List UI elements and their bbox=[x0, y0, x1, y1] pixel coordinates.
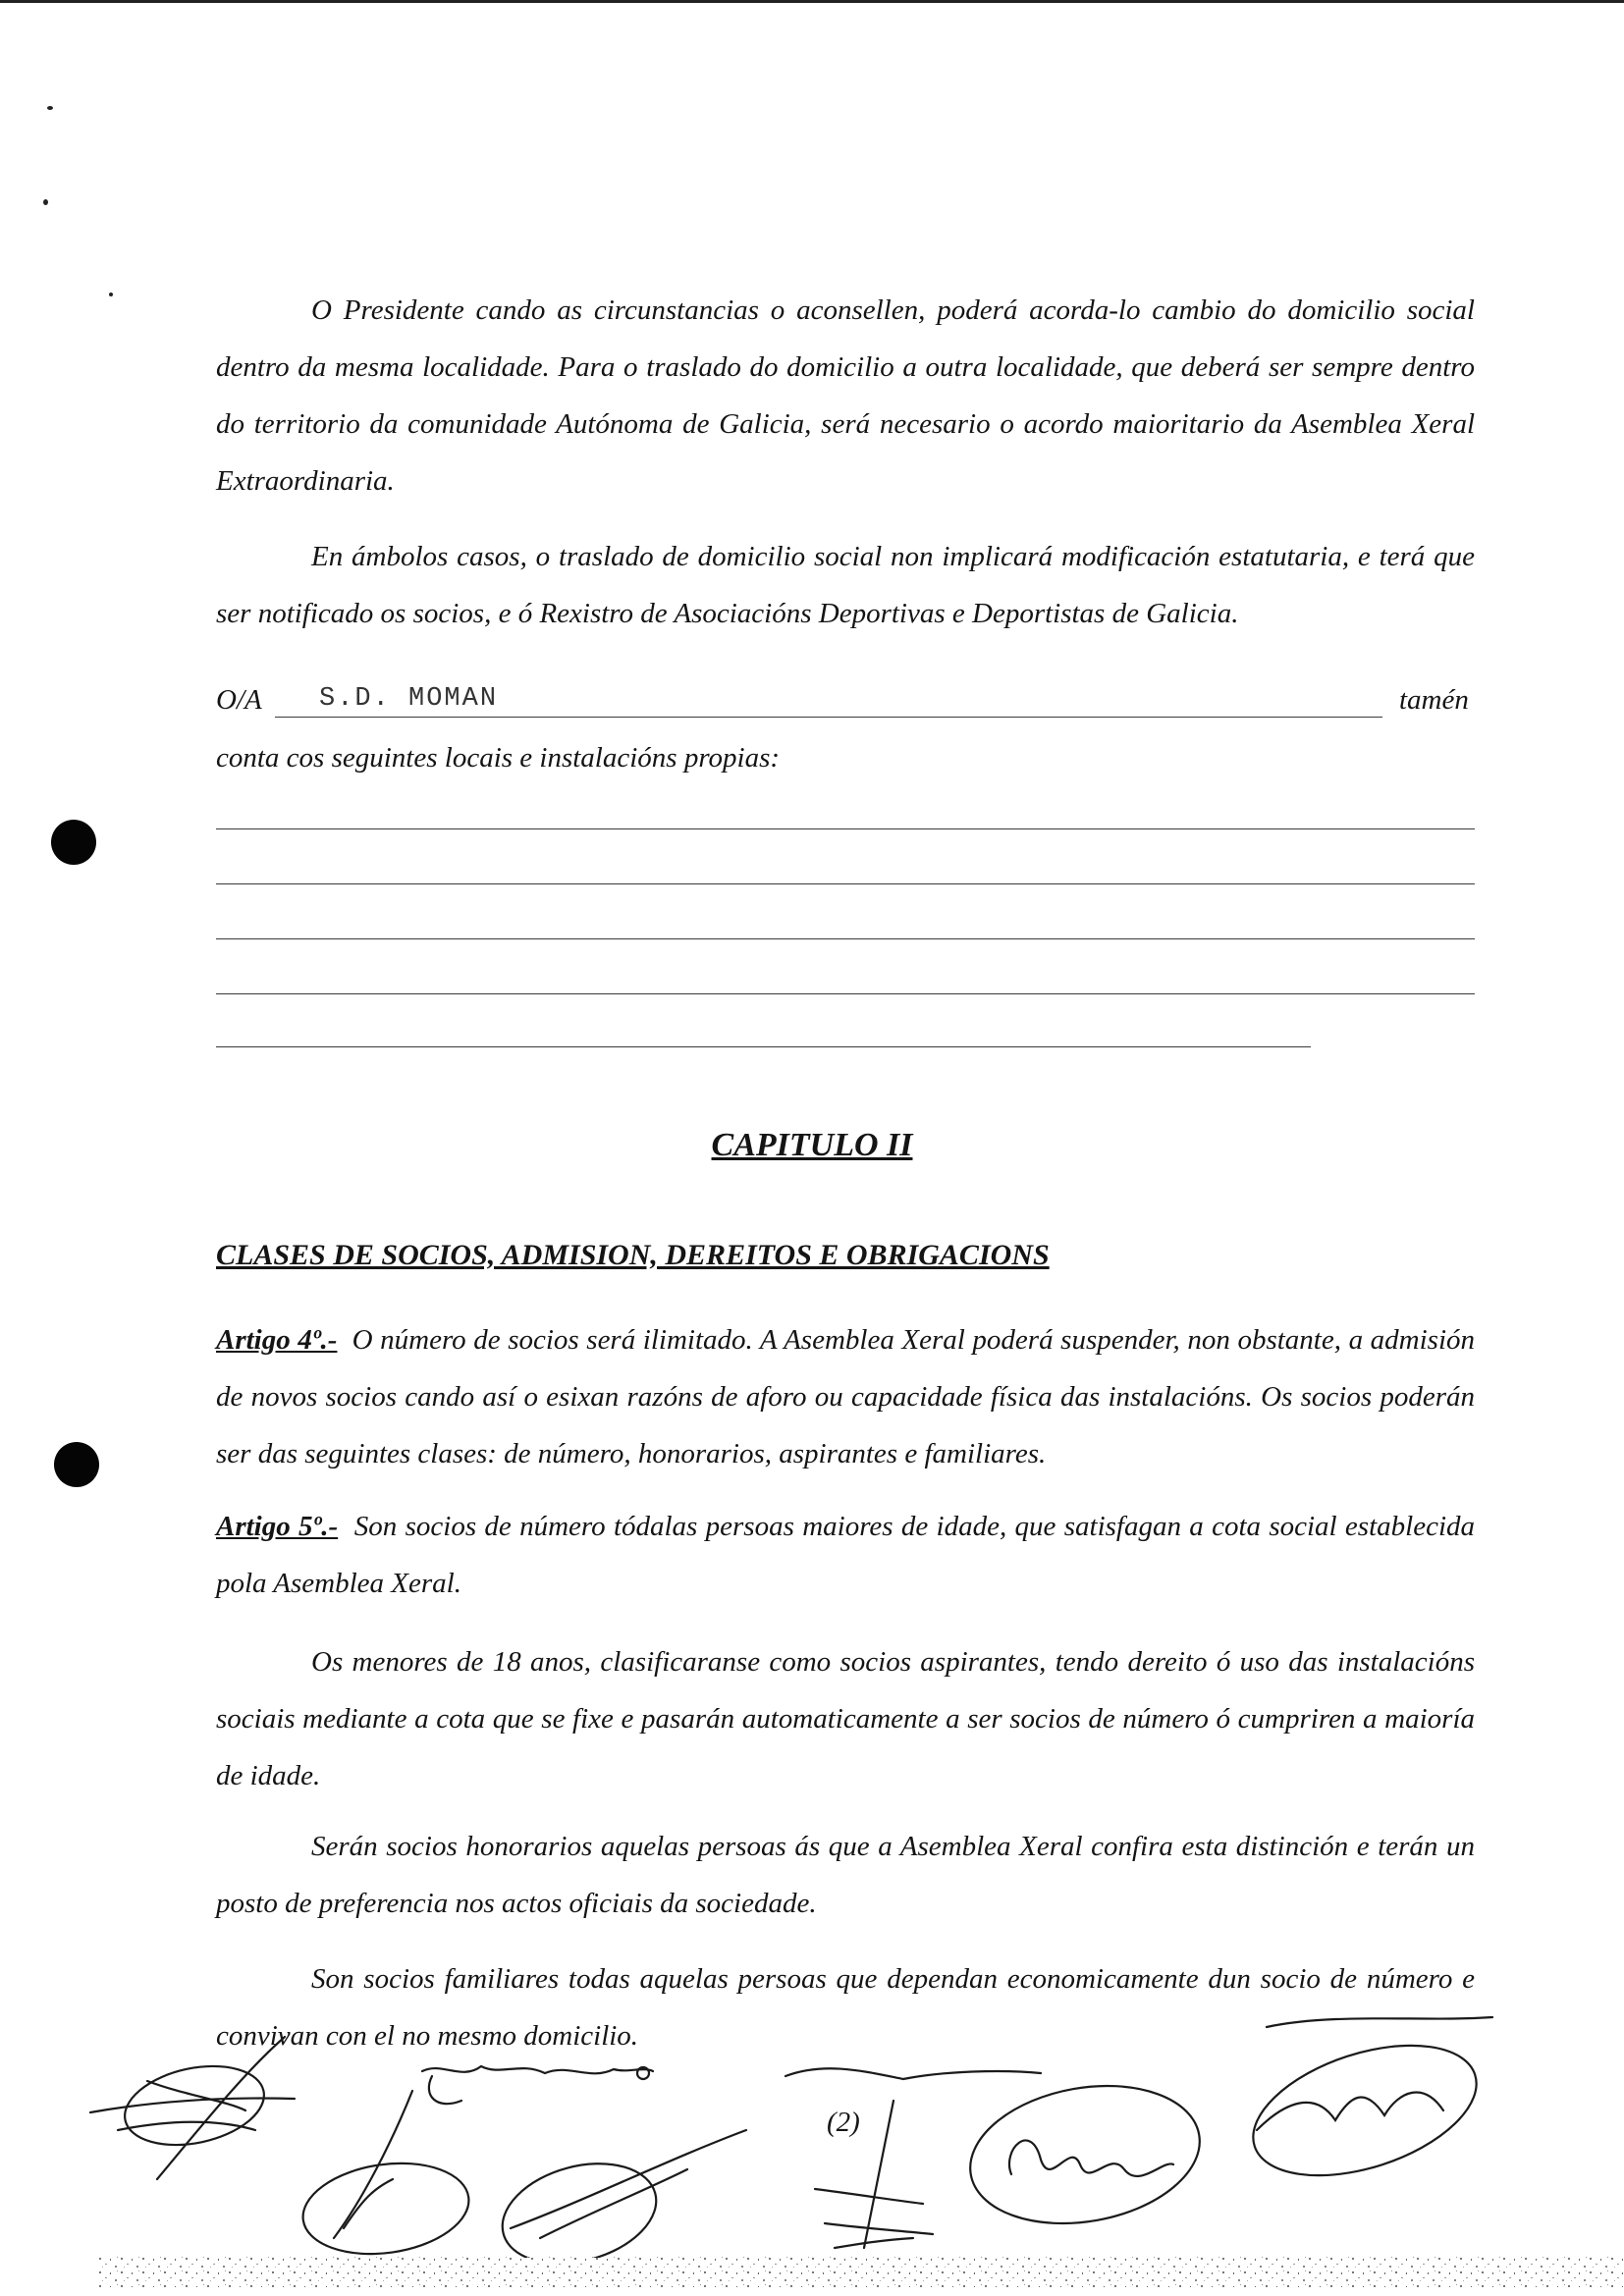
article-4 bbox=[216, 1311, 1475, 1482]
section-heading: CLASES DE SOCIOS, ADMISION, DEREITOS E OBRIGACIONS bbox=[216, 1239, 1050, 1271]
article-4-text: O número de socios será ilimitado. A Asemblea Xeral poderá suspender, non obstante, a admisión de novos socios cando así o esixan razóns de aforo ou capacidade física das instalacións. Os socios poderán ser das seguintes clases: de número, honorarios, aspirantes e familiares. bbox=[216, 1324, 1475, 1469]
paragraph-minors: Os menores de 18 anos, clasificaranse como socios aspirantes, tendo dereito ó uso das instalacións sociais mediante a cota que se fixe e pasarán automaticamente a ser socios de número ó cumpriren a maioría de idade. bbox=[216, 1646, 1475, 1791]
paragraph-family: Son socios familiares todas aquelas persoas que dependan economicamente dun socio de número e convivan con el no mesmo domicilio. bbox=[216, 1963, 1475, 2052]
signature-6 bbox=[959, 2069, 1211, 2241]
signature-2 bbox=[422, 2066, 653, 2104]
article-4-label: Artigo 4º.- bbox=[216, 1324, 338, 1356]
entity-name-line bbox=[275, 717, 1382, 718]
punch-hole-upper bbox=[51, 820, 96, 865]
signature-7 bbox=[1237, 2017, 1492, 2201]
paragraph-domicile-change: O Presidente cando as circunstancias o aconsellen, poderá acorda-lo cambio do domicilio social dentro da mesma localidade. Para o traslado do domicilio a outra localidade, que deberá ser sempre dentro do territorio da comunidade Autónoma de Galicia, será necesario o acordo maioritario da Asemblea Xeral Extraordinaria. bbox=[216, 294, 1475, 497]
blank-line bbox=[216, 828, 1475, 829]
scan-speck bbox=[43, 199, 48, 205]
paragraph-honorary: Serán socios honorarios aquelas persoas ás que a Asemblea Xeral confira esta distinción e terán un posto de preferencia nos actos oficiais da sociedade. bbox=[216, 1831, 1475, 1919]
article-5-label: Artigo 5º.- bbox=[216, 1511, 339, 1542]
form-prefix: O/A bbox=[216, 684, 262, 716]
blank-line bbox=[216, 883, 1475, 884]
chapter-title: CAPITULO II bbox=[711, 1127, 913, 1163]
signature-1 bbox=[90, 2037, 295, 2179]
scan-top-edge bbox=[0, 0, 1624, 3]
punch-hole-lower bbox=[54, 1442, 99, 1487]
entity-name-field: S.D. MOMAN bbox=[319, 684, 499, 714]
signature-5 bbox=[785, 2068, 1041, 2248]
form-continuation: conta cos seguintes locais e instalacións propias: bbox=[216, 742, 781, 774]
blank-line bbox=[216, 993, 1475, 994]
signature-3 bbox=[298, 2091, 475, 2258]
scan-speck bbox=[109, 293, 113, 296]
page-number: (2) bbox=[827, 2107, 860, 2138]
article-5-text: Son socios de número tódalas persoas maiores de idade, que satisfagan a cota social establecida pola Asemblea Xeral. bbox=[216, 1511, 1475, 1599]
scan-speck bbox=[47, 106, 53, 110]
article-5 bbox=[216, 1498, 1475, 1612]
signatures bbox=[0, 2002, 1624, 2258]
signature-4 bbox=[491, 2130, 746, 2258]
paragraph-domicile-transfer: En ámbolos casos, o traslado de domicilio social non implicará modificación estatutaria, e terá que ser notificado os socios, e ó Rexistro de Asociacións Deportivas e Deportistas de Galicia. bbox=[216, 541, 1475, 629]
scan-edge-noise bbox=[98, 2256, 1624, 2287]
blank-line bbox=[216, 1046, 1311, 1047]
form-suffix: tamén bbox=[1399, 684, 1469, 716]
blank-line bbox=[216, 938, 1475, 939]
